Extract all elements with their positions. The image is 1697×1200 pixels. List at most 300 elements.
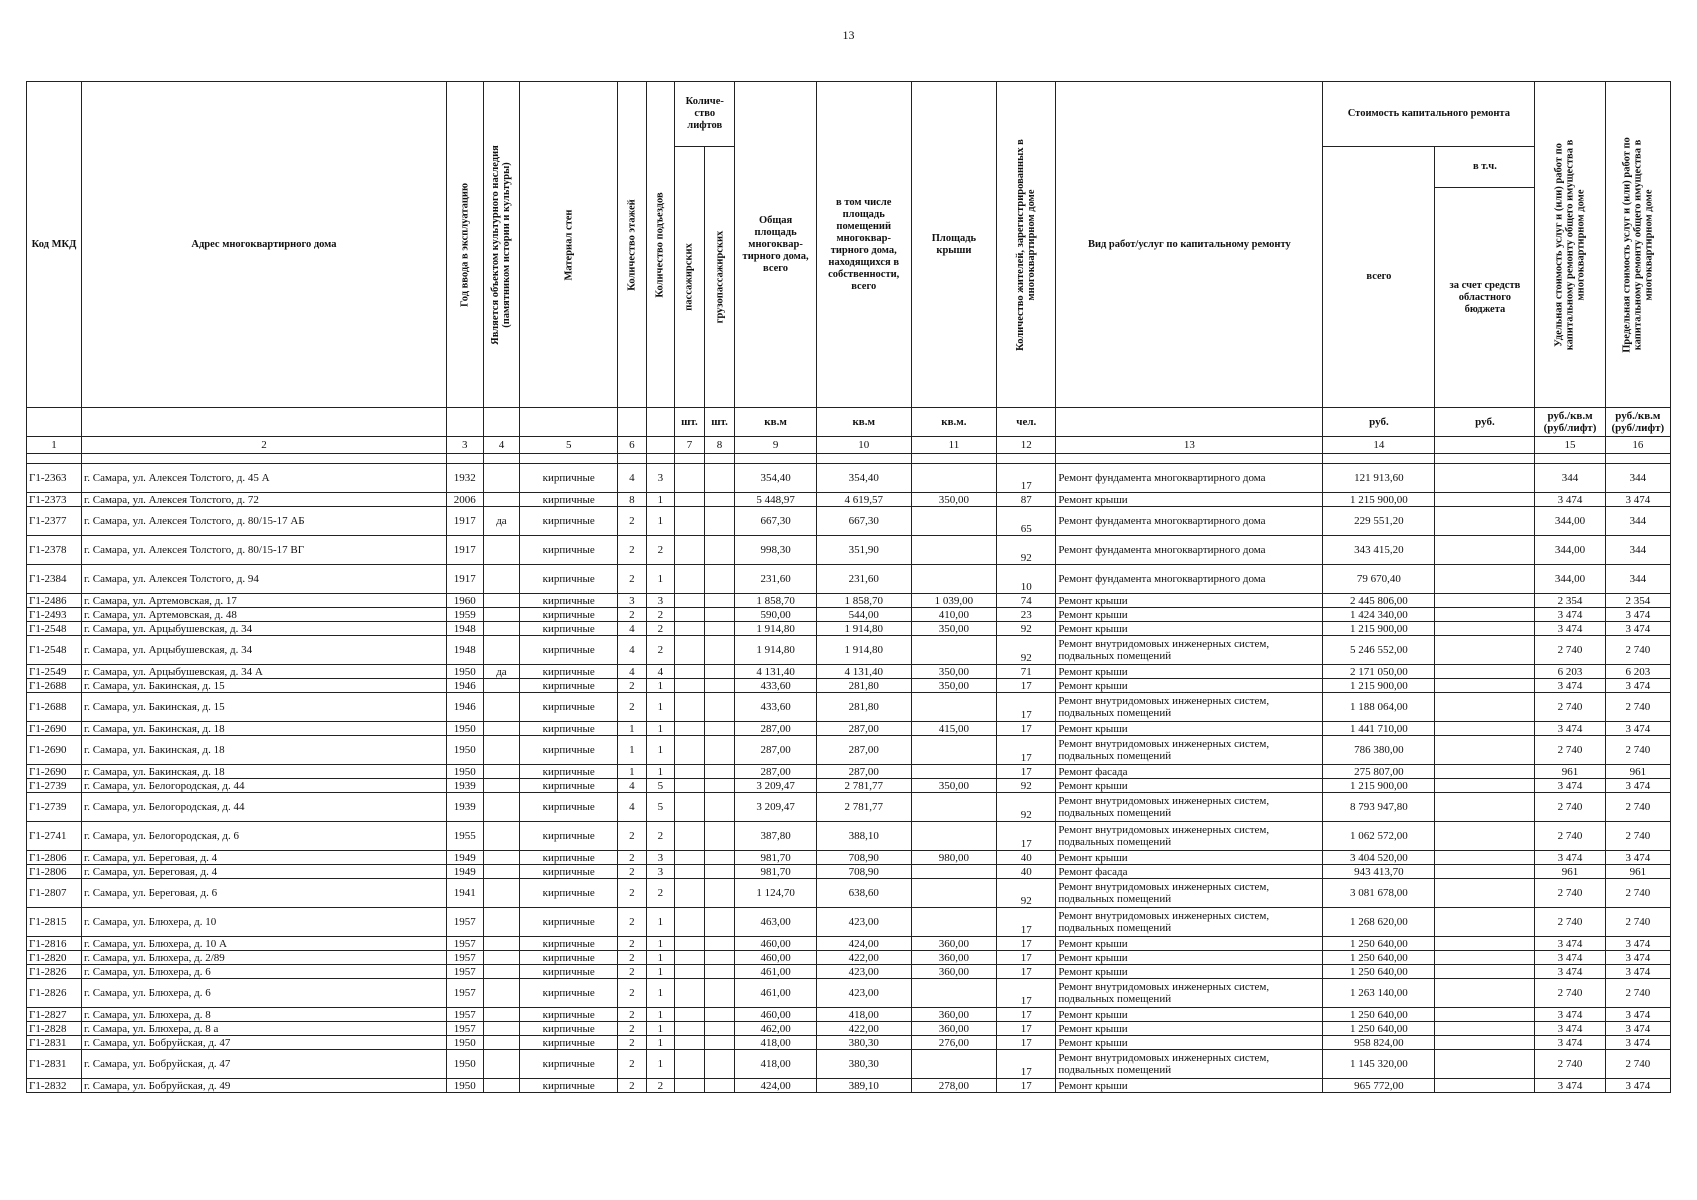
cell-work-type: Ремонт крыши — [1056, 722, 1323, 736]
cell-lifts-pass — [675, 979, 705, 1008]
cell-area-total: 460,00 — [735, 1008, 817, 1022]
unit-pcs-2: шт. — [704, 408, 735, 437]
column-number: 3 — [446, 437, 483, 454]
cell-floors: 2 — [618, 937, 647, 951]
cell-cost-regional — [1435, 965, 1535, 979]
cell-roof-area: 350,00 — [911, 493, 997, 507]
cell-max-cost: 3 474 — [1605, 779, 1670, 793]
cell-area-total: 433,60 — [735, 679, 817, 693]
cell-cost-total: 3 081 678,00 — [1323, 879, 1435, 908]
unit-blank-6 — [618, 408, 647, 437]
cell-cost-total: 3 404 520,00 — [1323, 851, 1435, 865]
cell-work-type: Ремонт крыши — [1056, 1079, 1323, 1093]
cell-max-cost: 344 — [1605, 565, 1670, 594]
cell-roof-area: 410,00 — [911, 608, 997, 622]
cell-unit-cost: 961 — [1535, 865, 1605, 879]
cell-entrances: 1 — [646, 765, 675, 779]
cell-heritage — [483, 1036, 520, 1050]
cell-work-type: Ремонт внутридомовых инженерных систем, подвальных помещений — [1056, 736, 1323, 765]
units-row — [27, 408, 1671, 437]
cell-entrances: 1 — [646, 736, 675, 765]
table-row — [27, 665, 1671, 679]
cell-residents: 71 — [997, 665, 1056, 679]
cell-area-total: 461,00 — [735, 965, 817, 979]
unit-sqm-3: кв.м. — [911, 408, 997, 437]
cell-area-total: 667,30 — [735, 507, 817, 536]
cell-area-total: 590,00 — [735, 608, 817, 622]
cell-area-total: 1 914,80 — [735, 636, 817, 665]
cell-year: 1950 — [446, 1079, 483, 1093]
header-unit-cost: Удельная стоимость услуг и (или) работ по капитальному ремонту общего имущества в многоквартирном доме — [1535, 82, 1605, 408]
cell-code: Г1-2831 — [27, 1036, 82, 1050]
cell-max-cost: 961 — [1605, 765, 1670, 779]
cell-lifts-cargo — [704, 1050, 735, 1079]
cell-code: Г1-2377 — [27, 507, 82, 536]
cell-year: 1957 — [446, 951, 483, 965]
cell-unit-cost: 2 740 — [1535, 636, 1605, 665]
cell-walls: кирпичные — [520, 1036, 618, 1050]
cell-heritage — [483, 879, 520, 908]
cell-area-owned: 1 858,70 — [816, 594, 911, 608]
unit-people: чел. — [997, 408, 1056, 437]
cell-heritage — [483, 736, 520, 765]
cell-address: г. Самара, ул. Алексея Толстого, д. 94 — [82, 565, 447, 594]
cell-max-cost: 3 474 — [1605, 722, 1670, 736]
cell-address: г. Самара, ул. Бакинская, д. 18 — [82, 722, 447, 736]
cell-residents: 17 — [997, 951, 1056, 965]
cell-lifts-pass — [675, 822, 705, 851]
cell-code: Г1-2741 — [27, 822, 82, 851]
cell-heritage — [483, 822, 520, 851]
cell-area-owned: 708,90 — [816, 851, 911, 865]
cell-walls: кирпичные — [520, 937, 618, 951]
cell-area-total: 433,60 — [735, 693, 817, 722]
cell-cost-total: 79 670,40 — [1323, 565, 1435, 594]
cell-residents: 87 — [997, 493, 1056, 507]
cell-lifts-cargo — [704, 536, 735, 565]
column-number: 7 — [675, 437, 705, 454]
cell-heritage — [483, 779, 520, 793]
cell-area-owned: 424,00 — [816, 937, 911, 951]
cell-walls: кирпичные — [520, 464, 618, 493]
cell-unit-cost: 3 474 — [1535, 965, 1605, 979]
cell-area-total: 1 914,80 — [735, 622, 817, 636]
column-number: 1 — [27, 437, 82, 454]
column-number: 15 — [1535, 437, 1605, 454]
cell-max-cost: 3 474 — [1605, 608, 1670, 622]
cell-roof-area — [911, 865, 997, 879]
cell-heritage — [483, 464, 520, 493]
cell-code: Г1-2826 — [27, 979, 82, 1008]
cell-cost-regional — [1435, 507, 1535, 536]
cell-code: Г1-2373 — [27, 493, 82, 507]
cell-cost-regional — [1435, 908, 1535, 937]
cell-year: 1917 — [446, 565, 483, 594]
cell-code: Г1-2486 — [27, 594, 82, 608]
cell-cost-regional — [1435, 979, 1535, 1008]
cell-lifts-pass — [675, 908, 705, 937]
cell-year: 1949 — [446, 851, 483, 865]
cell-area-total: 460,00 — [735, 937, 817, 951]
cell-max-cost: 2 740 — [1605, 636, 1670, 665]
cell-heritage — [483, 937, 520, 951]
cell-floors: 2 — [618, 1036, 647, 1050]
cell-year: 1946 — [446, 679, 483, 693]
cell-address: г. Самара, ул. Блюхера, д. 6 — [82, 979, 447, 1008]
header-code: Код МКД — [27, 82, 82, 408]
cell-roof-area: 278,00 — [911, 1079, 997, 1093]
cell-entrances: 4 — [646, 665, 675, 679]
cell-area-owned: 281,80 — [816, 679, 911, 693]
cell-lifts-pass — [675, 1036, 705, 1050]
cell-residents: 92 — [997, 536, 1056, 565]
table-row — [27, 765, 1671, 779]
table-row — [27, 1079, 1671, 1093]
cell-work-type: Ремонт фасада — [1056, 865, 1323, 879]
cell-roof-area: 1 039,00 — [911, 594, 997, 608]
cell-residents: 92 — [997, 779, 1056, 793]
cell-area-owned: 354,40 — [816, 464, 911, 493]
cell-address: г. Самара, ул. Белогородская, д. 6 — [82, 822, 447, 851]
cell-walls: кирпичные — [520, 693, 618, 722]
cell-code: Г1-2816 — [27, 937, 82, 951]
cell-area-owned: 287,00 — [816, 765, 911, 779]
cell-cost-total: 1 215 900,00 — [1323, 493, 1435, 507]
cell-address: г. Самара, ул. Белогородская, д. 44 — [82, 793, 447, 822]
cell-cost-regional — [1435, 822, 1535, 851]
cell-lifts-pass — [675, 722, 705, 736]
cell-lifts-cargo — [704, 1008, 735, 1022]
unit-rub-sqm-2: руб./кв.м (руб/лифт) — [1605, 408, 1670, 437]
cell-residents: 17 — [997, 1008, 1056, 1022]
column-number: 6 — [618, 437, 647, 454]
cell-floors: 2 — [618, 1050, 647, 1079]
cell-entrances: 5 — [646, 779, 675, 793]
cell-code: Г1-2690 — [27, 722, 82, 736]
cell-address: г. Самара, ул. Блюхера, д. 8 а — [82, 1022, 447, 1036]
cell-floors: 2 — [618, 1079, 647, 1093]
cell-walls: кирпичные — [520, 979, 618, 1008]
header-entrances: Количество подъездов — [646, 82, 675, 408]
cell-area-owned: 380,30 — [816, 1036, 911, 1050]
cell-entrances: 5 — [646, 793, 675, 822]
cell-heritage — [483, 565, 520, 594]
header-work-type: Вид работ/услуг по капитальному ремонту — [1056, 82, 1323, 408]
cell-unit-cost: 2 740 — [1535, 1050, 1605, 1079]
unit-pcs-1: шт. — [675, 408, 705, 437]
cell-roof-area — [911, 736, 997, 765]
cell-address: г. Самара, ул. Арцыбушевская, д. 34 — [82, 636, 447, 665]
cell-floors: 2 — [618, 822, 647, 851]
cell-max-cost: 3 474 — [1605, 679, 1670, 693]
cell-work-type: Ремонт внутридомовых инженерных систем, подвальных помещений — [1056, 793, 1323, 822]
cell-code: Г1-2690 — [27, 736, 82, 765]
cell-lifts-cargo — [704, 636, 735, 665]
unit-sqm-1: кв.м — [735, 408, 817, 437]
cell-year: 1948 — [446, 622, 483, 636]
cell-work-type: Ремонт внутридомовых инженерных систем, подвальных помещений — [1056, 636, 1323, 665]
cell-work-type: Ремонт крыши — [1056, 851, 1323, 865]
cell-heritage — [483, 965, 520, 979]
cell-floors: 4 — [618, 793, 647, 822]
table-row — [27, 851, 1671, 865]
cell-entrances: 1 — [646, 908, 675, 937]
cell-lifts-pass — [675, 1079, 705, 1093]
table-row — [27, 937, 1671, 951]
cell-lifts-cargo — [704, 464, 735, 493]
cell-entrances: 2 — [646, 879, 675, 908]
cell-max-cost: 2 740 — [1605, 908, 1670, 937]
cell-floors: 4 — [618, 622, 647, 636]
cell-walls: кирпичные — [520, 565, 618, 594]
cell-max-cost: 3 474 — [1605, 622, 1670, 636]
cell-heritage — [483, 722, 520, 736]
cell-cost-total: 958 824,00 — [1323, 1036, 1435, 1050]
cell-area-owned: 422,00 — [816, 1022, 911, 1036]
cell-unit-cost: 3 474 — [1535, 679, 1605, 693]
cell-year: 1957 — [446, 979, 483, 1008]
cell-heritage — [483, 865, 520, 879]
cell-year: 1950 — [446, 736, 483, 765]
cell-code: Г1-2828 — [27, 1022, 82, 1036]
cell-area-owned: 351,90 — [816, 536, 911, 565]
page-number: 13 — [842, 28, 855, 42]
cell-area-total: 460,00 — [735, 951, 817, 965]
cell-cost-regional — [1435, 665, 1535, 679]
cell-year: 1917 — [446, 507, 483, 536]
cell-unit-cost: 961 — [1535, 765, 1605, 779]
cell-code: Г1-2820 — [27, 951, 82, 965]
cell-max-cost: 3 474 — [1605, 493, 1670, 507]
cell-lifts-pass — [675, 594, 705, 608]
cell-unit-cost: 6 203 — [1535, 665, 1605, 679]
cell-walls: кирпичные — [520, 679, 618, 693]
header-residents: Количество жителей, зарегистрированных в многоквартирном доме — [997, 82, 1056, 408]
unit-sqm-2: кв.м — [816, 408, 911, 437]
column-number: 11 — [911, 437, 997, 454]
cell-entrances: 1 — [646, 565, 675, 594]
cell-lifts-pass — [675, 1022, 705, 1036]
cell-area-total: 424,00 — [735, 1079, 817, 1093]
cell-cost-regional — [1435, 622, 1535, 636]
table-row — [27, 636, 1671, 665]
table-row — [27, 693, 1671, 722]
table-row — [27, 1036, 1671, 1050]
cell-year: 1949 — [446, 865, 483, 879]
cell-area-total: 287,00 — [735, 765, 817, 779]
cell-address: г. Самара, ул. Блюхера, д. 10 — [82, 908, 447, 937]
cell-unit-cost: 3 474 — [1535, 1008, 1605, 1022]
cell-work-type: Ремонт крыши — [1056, 493, 1323, 507]
cell-roof-area: 360,00 — [911, 965, 997, 979]
cell-work-type: Ремонт крыши — [1056, 679, 1323, 693]
cell-lifts-pass — [675, 565, 705, 594]
table-row — [27, 822, 1671, 851]
cell-area-total: 387,80 — [735, 822, 817, 851]
unit-blank-4 — [483, 408, 520, 437]
table-row — [27, 736, 1671, 765]
cell-address: г. Самара, ул. Блюхера, д. 10 А — [82, 937, 447, 951]
cell-code: Г1-2826 — [27, 965, 82, 979]
cell-cost-regional — [1435, 594, 1535, 608]
cell-max-cost: 2 354 — [1605, 594, 1670, 608]
cell-cost-total: 1 215 900,00 — [1323, 622, 1435, 636]
cell-max-cost: 2 740 — [1605, 693, 1670, 722]
cell-lifts-cargo — [704, 594, 735, 608]
cell-area-total: 461,00 — [735, 979, 817, 1008]
cell-year: 1950 — [446, 722, 483, 736]
cell-cost-total: 275 807,00 — [1323, 765, 1435, 779]
cell-roof-area: 360,00 — [911, 1008, 997, 1022]
cell-address: г. Самара, ул. Артемовская, д. 48 — [82, 608, 447, 622]
cell-residents: 17 — [997, 1079, 1056, 1093]
cell-roof-area — [911, 793, 997, 822]
cell-lifts-cargo — [704, 793, 735, 822]
cell-entrances: 3 — [646, 464, 675, 493]
cell-residents: 40 — [997, 865, 1056, 879]
cell-work-type: Ремонт крыши — [1056, 951, 1323, 965]
cell-area-owned: 423,00 — [816, 979, 911, 1008]
cell-lifts-pass — [675, 464, 705, 493]
cell-cost-regional — [1435, 937, 1535, 951]
cell-year: 1950 — [446, 1050, 483, 1079]
cell-unit-cost: 344,00 — [1535, 507, 1605, 536]
cell-address: г. Самара, ул. Бакинская, д. 18 — [82, 736, 447, 765]
cell-code: Г1-2548 — [27, 636, 82, 665]
cell-floors: 3 — [618, 594, 647, 608]
cell-address: г. Самара, ул. Артемовская, д. 17 — [82, 594, 447, 608]
cell-residents: 17 — [997, 722, 1056, 736]
cell-lifts-pass — [675, 765, 705, 779]
cell-code: Г1-2815 — [27, 908, 82, 937]
column-number: 2 — [82, 437, 447, 454]
cell-max-cost: 3 474 — [1605, 1008, 1670, 1022]
cell-cost-total: 1 062 572,00 — [1323, 822, 1435, 851]
cell-roof-area: 276,00 — [911, 1036, 997, 1050]
cell-year: 1932 — [446, 464, 483, 493]
unit-rub-1: руб. — [1323, 408, 1435, 437]
cell-walls: кирпичные — [520, 622, 618, 636]
cell-address: г. Самара, ул. Бакинская, д. 15 — [82, 679, 447, 693]
cell-lifts-pass — [675, 622, 705, 636]
cell-code: Г1-2688 — [27, 693, 82, 722]
header-lifts: Количе-ство лифтов — [675, 82, 735, 147]
cell-max-cost: 2 740 — [1605, 879, 1670, 908]
cell-unit-cost: 3 474 — [1535, 722, 1605, 736]
cell-lifts-pass — [675, 1050, 705, 1079]
cell-residents: 92 — [997, 879, 1056, 908]
cell-year: 1946 — [446, 693, 483, 722]
cell-code: Г1-2493 — [27, 608, 82, 622]
cell-walls: кирпичные — [520, 594, 618, 608]
header-roof-area: Площадь крыши — [911, 82, 997, 408]
cell-floors: 4 — [618, 779, 647, 793]
cell-address: г. Самара, ул. Бобруйская, д. 47 — [82, 1050, 447, 1079]
cell-year: 1941 — [446, 879, 483, 908]
cell-year: 1957 — [446, 1022, 483, 1036]
cell-residents: 17 — [997, 979, 1056, 1008]
cell-cost-regional — [1435, 765, 1535, 779]
table-row — [27, 536, 1671, 565]
cell-heritage — [483, 1050, 520, 1079]
cell-roof-area — [911, 565, 997, 594]
cell-cost-total: 2 445 806,00 — [1323, 594, 1435, 608]
cell-work-type: Ремонт фундамента многоквартирного дома — [1056, 464, 1323, 493]
cell-residents: 92 — [997, 622, 1056, 636]
table-row — [27, 1008, 1671, 1022]
cell-area-total: 418,00 — [735, 1050, 817, 1079]
cell-roof-area: 350,00 — [911, 779, 997, 793]
column-number — [1435, 437, 1535, 454]
cell-year: 1948 — [446, 636, 483, 665]
cell-lifts-pass — [675, 865, 705, 879]
cell-lifts-cargo — [704, 965, 735, 979]
cell-address: г. Самара, ул. Бакинская, д. 18 — [82, 765, 447, 779]
capital-repair-table — [26, 81, 1671, 1093]
cell-code: Г1-2831 — [27, 1050, 82, 1079]
cell-roof-area — [911, 536, 997, 565]
cell-lifts-cargo — [704, 736, 735, 765]
cell-max-cost: 2 740 — [1605, 793, 1670, 822]
cell-floors: 2 — [618, 608, 647, 622]
cell-address: г. Самара, ул. Арцыбушевская, д. 34 А — [82, 665, 447, 679]
cell-code: Г1-2827 — [27, 1008, 82, 1022]
column-number-row — [27, 437, 1671, 454]
cell-roof-area: 360,00 — [911, 1022, 997, 1036]
header-cost-total: всего — [1323, 147, 1435, 408]
cell-year: 1960 — [446, 594, 483, 608]
cell-heritage — [483, 493, 520, 507]
cell-walls: кирпичные — [520, 779, 618, 793]
cell-max-cost: 3 474 — [1605, 1079, 1670, 1093]
cell-entrances: 1 — [646, 493, 675, 507]
cell-roof-area — [911, 822, 997, 851]
cell-work-type: Ремонт крыши — [1056, 608, 1323, 622]
cell-roof-area — [911, 908, 997, 937]
cell-unit-cost: 2 740 — [1535, 736, 1605, 765]
cell-max-cost: 3 474 — [1605, 965, 1670, 979]
cell-residents: 17 — [997, 937, 1056, 951]
cell-residents: 17 — [997, 1050, 1056, 1079]
cell-cost-total: 1 145 320,00 — [1323, 1050, 1435, 1079]
table-row — [27, 507, 1671, 536]
cell-roof-area — [911, 507, 997, 536]
cell-cost-regional — [1435, 608, 1535, 622]
cell-area-total: 354,40 — [735, 464, 817, 493]
cell-walls: кирпичные — [520, 965, 618, 979]
table-row — [27, 865, 1671, 879]
cell-lifts-pass — [675, 951, 705, 965]
cell-floors: 2 — [618, 965, 647, 979]
cell-unit-cost: 3 474 — [1535, 622, 1605, 636]
cell-cost-regional — [1435, 793, 1535, 822]
cell-floors: 4 — [618, 665, 647, 679]
cell-walls: кирпичные — [520, 879, 618, 908]
cell-floors: 4 — [618, 464, 647, 493]
cell-lifts-cargo — [704, 879, 735, 908]
cell-unit-cost: 3 474 — [1535, 1079, 1605, 1093]
cell-area-owned: 708,90 — [816, 865, 911, 879]
cell-unit-cost: 3 474 — [1535, 851, 1605, 865]
cell-area-owned: 423,00 — [816, 965, 911, 979]
cell-area-owned: 4 619,57 — [816, 493, 911, 507]
cell-cost-regional — [1435, 536, 1535, 565]
cell-floors: 2 — [618, 693, 647, 722]
table-row — [27, 793, 1671, 822]
cell-cost-total: 1 215 900,00 — [1323, 679, 1435, 693]
cell-roof-area — [911, 636, 997, 665]
cell-area-owned: 418,00 — [816, 1008, 911, 1022]
